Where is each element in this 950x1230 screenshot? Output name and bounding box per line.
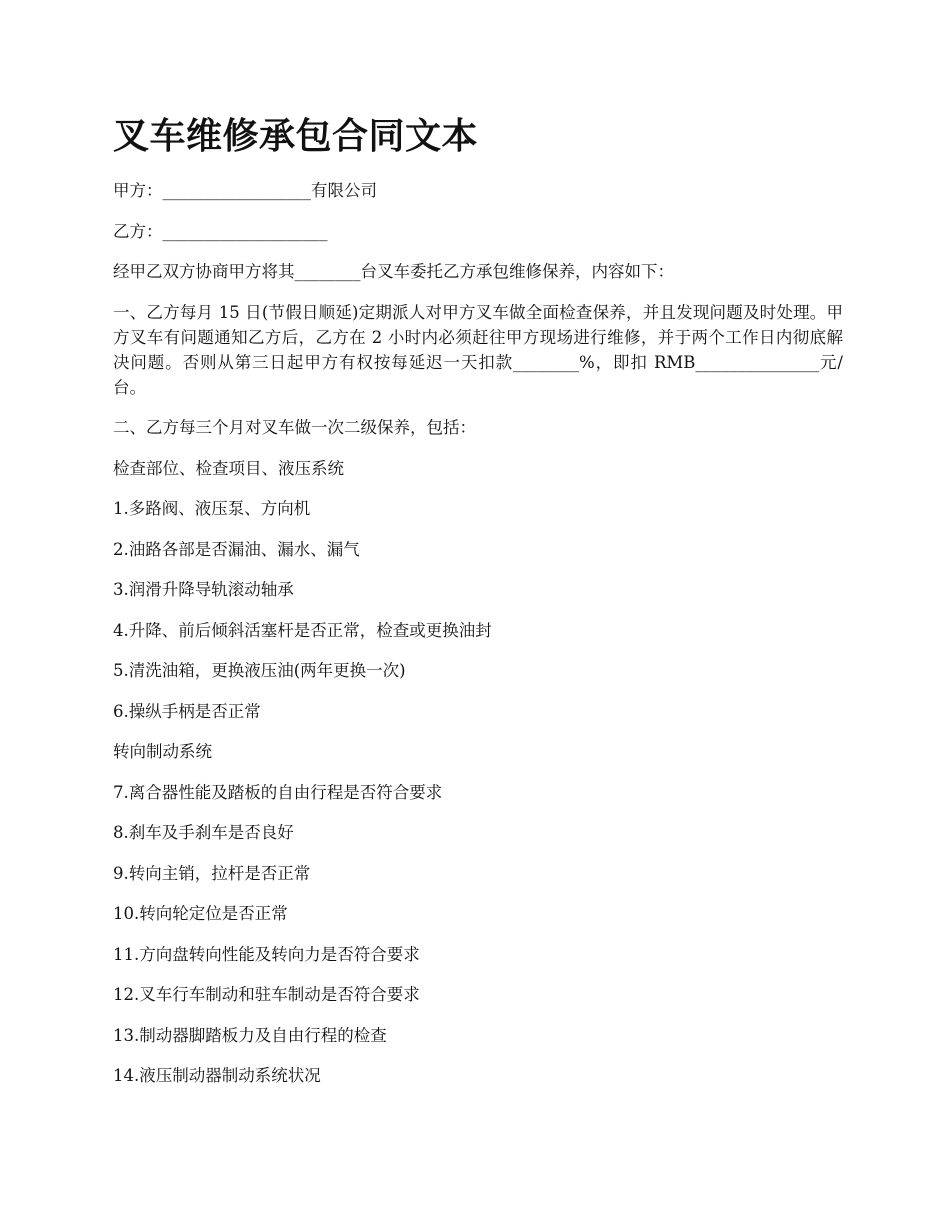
list-item: 6.操纵手柄是否正常 — [113, 701, 261, 721]
list-item: 10.转向轮定位是否正常 — [113, 904, 288, 923]
list-item: 5.清洗油箱，更换液压油(两年更换一次) — [113, 661, 406, 680]
list-item: 13.制动器脚踏板力及自由行程的检查 — [113, 1025, 387, 1045]
document-title: 叉车维修承包合同文本 — [113, 115, 479, 157]
list-item: 3.润滑升降导轨滚动轴承 — [113, 580, 294, 599]
intro-paragraph: 经甲乙双方协商甲方将其________台叉车委托乙方承包维修保养，内容如下： — [113, 262, 674, 281]
list-item: 4.升降、前后倾斜活塞杆是否正常，检查或更换油封 — [113, 620, 492, 640]
list-item: 8.刹车及手刹车是否良好 — [113, 823, 294, 842]
list-item: 14.液压制动器制动系统状况 — [113, 1066, 321, 1085]
party-a-line: 甲方：__________________有限公司 — [113, 181, 377, 200]
document-body — [113, 178, 843, 1104]
clause-1-paragraph: 一、乙方每月 15 日(节假日顺延)定期派人对甲方叉车做全面检查保养，并且发现问题及时处理。甲方叉车有问题通知乙方后，乙方在 2 小时内必须赶往甲方现场进行维修，并于两个工作日内彻底解决问题。否则从第三日起甲方有权按每延迟一天扣款________%，即扣 RMB_______________元/台。 — [113, 302, 843, 397]
list-item: 1.多路阀、液压泵、方向机 — [113, 499, 311, 518]
clause-2-paragraph: 二、乙方每三个月对叉车做一次二级保养，包括： — [113, 418, 476, 437]
list-item: 9.转向主销，拉杆是否正常 — [113, 863, 311, 883]
list-item: 2.油路各部是否漏油、漏水、漏气 — [113, 539, 360, 559]
list-item: 12.叉车行车制动和驻车制动是否符合要求 — [113, 985, 420, 1004]
section-steering-heading: 转向制动系统 — [113, 742, 212, 761]
party-b-line: 乙方：____________________ — [113, 221, 328, 241]
list-item: 7.离合器性能及踏板的自由行程是否符合要求 — [113, 782, 443, 802]
list-item: 11.方向盘转向性能及转向力是否符合要求 — [113, 944, 420, 964]
section-hydraulic-heading: 检查部位、检查项目、液压系统 — [113, 458, 344, 478]
